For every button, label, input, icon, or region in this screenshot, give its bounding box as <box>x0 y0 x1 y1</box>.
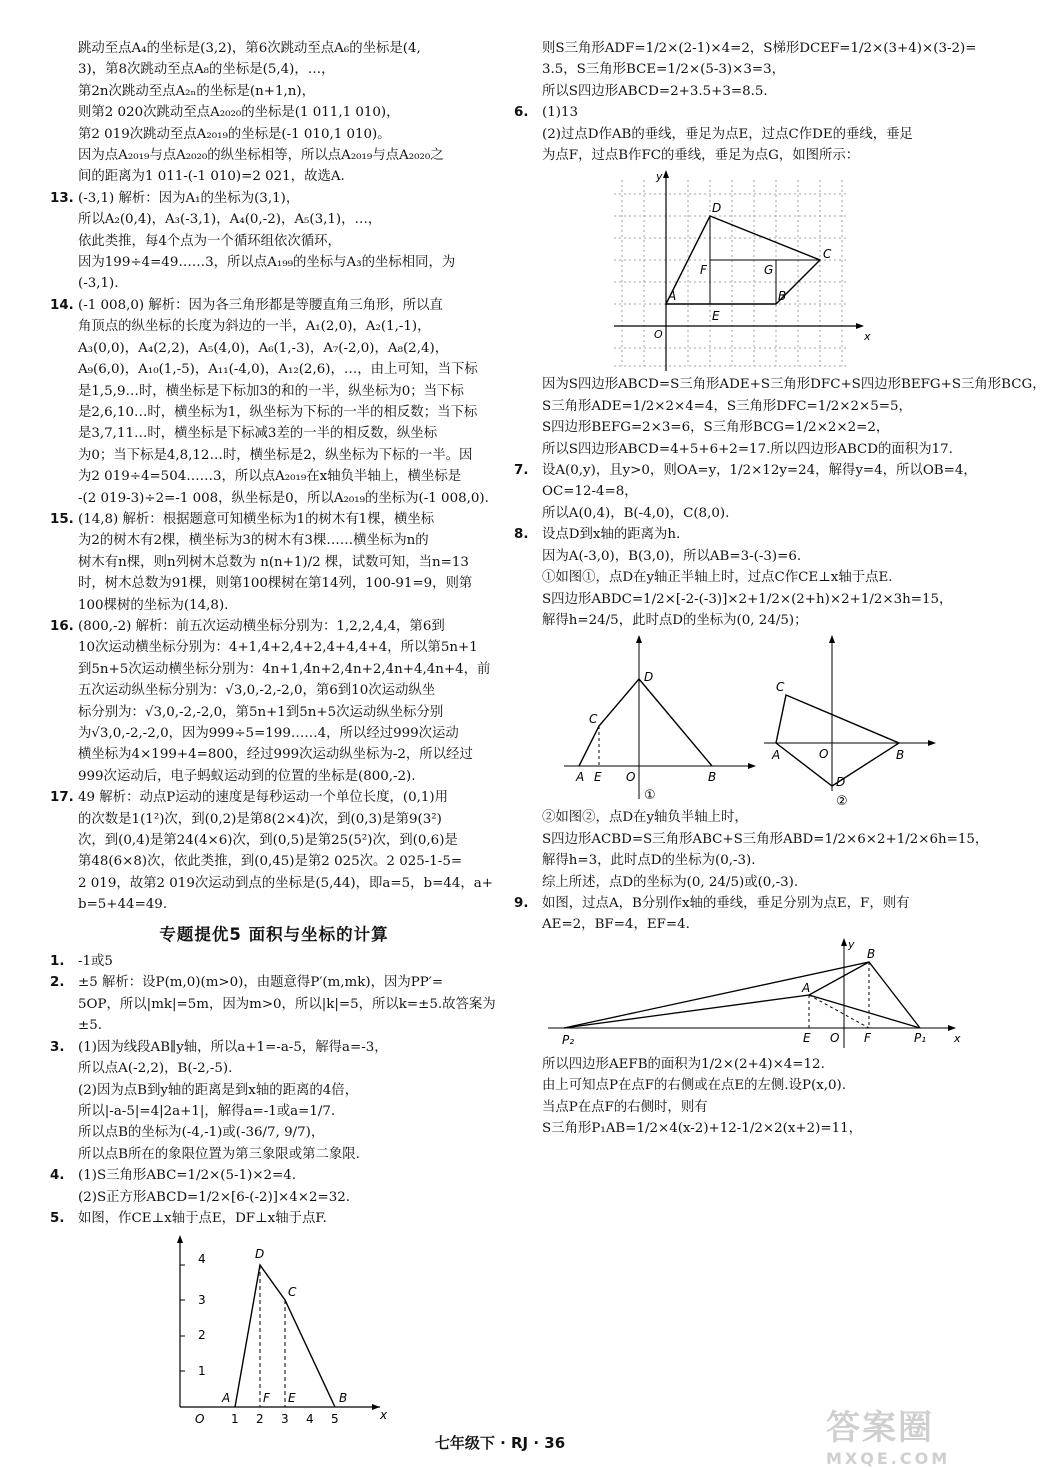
right3-line <box>514 807 964 828</box>
left-line <box>50 873 498 894</box>
left-line <box>50 659 498 680</box>
right-column <box>514 38 1046 1139</box>
right4-line <box>514 1075 964 1096</box>
fig9-label-b: B <box>867 946 876 961</box>
line-text: 999次运动后，电子蚂蚁运动到的位置的坐标是(800,-2). <box>78 768 416 784</box>
right-answer-list-3 <box>514 807 989 935</box>
line-text: 因为S四边形ABCD=S三角形ADE+S三角形DFC+S四边形BEFG+S三角形BCG， <box>542 377 1046 393</box>
right2-line <box>514 610 964 631</box>
line-text: 10次运动横坐标分别为：4+1,4+2,4+2,4+4,4+4，所以第5n+1 <box>78 640 478 656</box>
left-line <box>50 381 498 402</box>
question-number: 14. <box>50 297 74 313</box>
question-number: 15. <box>50 511 74 527</box>
left-answer-list <box>50 38 498 916</box>
line-text: 为0；当下标是4,8,12…时，横坐标是2，纵坐标为下标的一半。因 <box>78 447 473 463</box>
left2-line <box>50 1187 498 1208</box>
left-line <box>50 680 498 701</box>
left-line <box>50 702 498 723</box>
line-text: 到5n+5次运动横坐标分别为：4n+1,4n+2,4n+2,4n+4,4n+4，前 <box>78 661 491 677</box>
line-text: 因为A(-3,0)，B(3,0)，所以AB=3-(-3)=6. <box>542 548 802 564</box>
left-line <box>50 81 498 102</box>
line-text: 时，树木总数为91棵，则第100棵树在第14列，100-91=9，则第 <box>78 576 473 592</box>
fig8a-label-b: B <box>708 770 717 785</box>
right-line <box>514 124 964 145</box>
line-text: S四边形ABDC=1/2×[-2-(-3)]×2+1/2×(2+h)×2+1/2×3h=15， <box>542 591 953 607</box>
line-text: 设点D到x轴的距离为h. <box>542 527 681 543</box>
line-text: 则第2 020次跳动至点A₂₀₂₀的坐标是(1 011,1 010)， <box>78 105 400 121</box>
line-text: 如图，作CE⊥x轴于点E，DF⊥x轴于点F. <box>78 1210 327 1226</box>
line-text: ②如图②，点D在y轴负半轴上时， <box>542 810 748 826</box>
figure-9 <box>514 936 964 1054</box>
left2-line <box>50 1101 498 1122</box>
fig8a-caption: ① <box>644 788 656 804</box>
line-text: (14,8) 解析：根据题意可知横坐标为1的树木有1棵，横坐标 <box>78 511 435 527</box>
fig9-x-axis-label: x <box>954 1031 961 1045</box>
left2-line <box>50 994 498 1015</box>
question-number: 3. <box>50 1039 65 1055</box>
line-text: 设A(0,y)，且y>0，则OA=y，1/2×12y=24，解得y=4，所以OB=4， <box>542 463 977 479</box>
right2-line <box>514 374 1046 395</box>
line-text: 为2的树木有2棵，横坐标为3的树木有3棵……横坐标为n的 <box>78 533 429 549</box>
right-line <box>514 145 964 166</box>
line-text: S三角形ADE=1/2×2×4=4，S三角形DFC=1/2×2×5=5， <box>542 398 912 414</box>
line-text: S三角形P₁AB=1/2×4(x-2)+12-1/2×2(x+2)=11， <box>542 1120 863 1136</box>
left-line <box>50 145 498 166</box>
left2-line <box>50 1122 498 1143</box>
line-text: 所以S四边形ABCD=2+3.5+3=8.5. <box>542 83 768 99</box>
right2-line <box>514 439 964 460</box>
left-line <box>50 295 498 316</box>
line-text: A₉(6,0)，A₁₀(1,-5)，A₁₁(-4,0)，A₁₂(2,6)，…，由上可知，当下标 <box>78 362 478 378</box>
left2-line <box>50 1058 498 1079</box>
fig5-tick-x1: 1 <box>231 1412 239 1427</box>
watermark-url: MXQE.COM <box>826 1449 951 1468</box>
line-text: 为2 019÷4=504……3，所以点A₂₀₁₉在x轴负半轴上，横坐标是 <box>78 469 462 485</box>
question-number: 6. <box>514 105 529 121</box>
line-text: (2)S正方形ABCD=1/2×[6-(-2)]×4×2=32. <box>78 1189 351 1205</box>
line-text: A₃(0,0)，A₄(2,2)，A₅(4,0)，A₆(1,-3)，A₇(-2,0)，A₈(2,4)， <box>78 340 449 356</box>
line-text: 因为点A₂₀₁₉与点A₂₀₂₀的纵坐标相等，所以点A₂₀₁₉与点A₂₀₂₀之 <box>78 148 444 164</box>
line-text: 为√3,0,-2,-2,0，因为999÷5=199……4，所以经过999次运动 <box>78 726 459 741</box>
line-text: S四边形ACBD=S三角形ABC+S三角形ABD=1/2×6×2+1/2×6h=15， <box>542 831 989 847</box>
line-text: 五次运动纵坐标分别为：√3,0,-2,-2,0，第6到10次运动纵坐 <box>78 683 436 699</box>
line-text: S四边形BEFG=2×3=6，S三角形BCG=1/2×2×2=2， <box>542 420 890 436</box>
fig6-y-axis-label: y <box>656 170 663 184</box>
line-text: 所以|-a-5|=4|2a+1|，解得a=-1或a=1/7. <box>78 1103 336 1119</box>
left2-line <box>50 951 498 972</box>
line-text: 的次数是1(1²)次，到(0,2)是第8(2×4)次，到(0,3)是第9(3²) <box>78 811 442 827</box>
fig8a-label-o: O <box>626 770 636 785</box>
question-number: 7. <box>514 463 529 479</box>
left-line <box>50 316 498 337</box>
fig9-label-p2: P₂ <box>562 1032 575 1047</box>
fig6-label-f: F <box>700 263 707 278</box>
left-line <box>50 124 498 145</box>
fig6-label-d: D <box>712 201 722 216</box>
left-line <box>50 552 498 573</box>
fig6-label-g: G <box>764 263 774 278</box>
left-line <box>50 209 498 230</box>
line-text: 因为199÷4=49……3，所以点A₁₉₉的坐标与A₃的坐标相同，为 <box>78 255 456 271</box>
left-answer-list-2 <box>50 951 498 1229</box>
left-line <box>50 595 498 616</box>
line-text: 是2,6,10…时，横坐标为1，纵坐标为下标的一半的相反数；当下标 <box>78 404 478 420</box>
left-line <box>50 102 498 123</box>
right2-line <box>514 481 964 502</box>
right-line <box>514 59 964 80</box>
line-text: 是1,5,9…时，横坐标是下标加3的和的一半，纵坐标为0；当下标 <box>78 383 464 399</box>
line-text: AE=2，BF=4，EF=4. <box>542 917 690 933</box>
right2-line <box>514 546 964 567</box>
left-line <box>50 252 498 273</box>
line-text: 3)，第8次跳动至点A₈的坐标是(5,4)，…， <box>78 62 335 78</box>
left-line <box>50 38 498 59</box>
right-answer-list <box>514 38 977 166</box>
line-text: 综上所述，点D的坐标为(0, 24/5)或(0,-3). <box>542 874 799 890</box>
right-answer-list-2 <box>514 374 1046 631</box>
line-text: 树木有n棵，则n列树木总数为 n(n+1)/2 棵，试数可知，当n=13 <box>78 554 469 570</box>
fig5-tick-x3: 3 <box>281 1412 289 1427</box>
left-line <box>50 423 498 444</box>
fig5-tick-x2: 2 <box>256 1412 264 1427</box>
fig9-label-f: F <box>864 1030 871 1045</box>
line-text: 角顶点的纵坐标的长度为斜边的一半，A₁(2,0)，A₂(1,-1)， <box>78 319 431 335</box>
left2-line <box>50 1165 498 1186</box>
right3-line <box>514 829 989 850</box>
line-text: 所以S四边形ABCD=4+5+6+2=17.所以四边形ABCD的面积为17. <box>542 441 953 457</box>
figure-5 <box>50 1229 498 1425</box>
line-text: 跳动至点A₄的坐标是(3,2)，第6次跳动至点A₆的坐标是(4, <box>78 41 421 56</box>
left-line <box>50 723 498 744</box>
question-number: 5. <box>50 1210 65 1226</box>
line-text: 100棵树的坐标为(14,8). <box>78 597 229 613</box>
left-line <box>50 637 498 658</box>
line-text: 标分别为：√3,0,-2,-2,0，第5n+1到5n+5次运动纵坐标分别 <box>78 704 444 720</box>
right4-line <box>514 1118 964 1139</box>
line-text: 所以A(0,4)，B(-4,0)，C(8,0). <box>542 505 730 521</box>
fig5-tick-y2: 2 <box>198 1328 206 1343</box>
fig6-origin: O <box>654 328 663 342</box>
line-text: 2 019，故第2 019次运动到点的坐标是(5,44)，即a=5，b=44，a+ <box>78 875 493 891</box>
fig9-y-axis-label: y <box>848 937 855 951</box>
left-line <box>50 573 498 594</box>
section-title: 专题提优5 面积与坐标的计算 <box>159 924 389 944</box>
left2-line <box>50 1080 498 1101</box>
fig6-x-axis-label: x <box>864 330 871 344</box>
fig9-label-a: A <box>802 980 811 995</box>
fig6-label-b: B <box>778 289 787 304</box>
fig9-label-e: E <box>803 1030 811 1045</box>
left-line <box>50 273 498 294</box>
line-text: 是3,7,11…时，横坐标是下标减3差的一半的相反数，纵坐标 <box>78 426 438 442</box>
line-text: 所以点B所在的象限位置为第三象限或第二象限. <box>78 1146 360 1162</box>
right-line <box>514 38 977 59</box>
left-line <box>50 787 498 808</box>
left-line <box>50 766 498 787</box>
line-text: 所以点A(-2,2)，B(-2,-5). <box>78 1061 233 1077</box>
fig8a-label-d: D <box>644 670 654 685</box>
left-line <box>50 466 498 487</box>
left-line <box>50 744 498 765</box>
right2-line <box>514 567 964 588</box>
watermark-logo: 答案圈 <box>826 1408 934 1448</box>
fig5-tick-x4: 4 <box>306 1412 314 1427</box>
left-line <box>50 402 498 423</box>
left2-line <box>50 972 498 993</box>
line-text: 当点P在点F的右侧时，则有 <box>542 1099 708 1115</box>
line-text: 所以A₂(0,4)，A₃(-3,1)，A₄(0,-2)，A₅(3,1)，…， <box>78 212 382 228</box>
fig5-tick-y3: 3 <box>198 1293 206 1308</box>
right2-line <box>514 417 964 438</box>
left-line <box>50 830 498 851</box>
question-number: 17. <box>50 790 74 806</box>
fig5-label-f: F <box>263 1391 270 1406</box>
fig8b-caption: ② <box>836 794 848 810</box>
line-text: -(2 019-3)÷2=-1 008，纵坐标是0，所以A₂₀₁₉的坐标为(-1 008,0). <box>78 490 489 506</box>
line-text: 横坐标为4×199+4=800，经过999次运动纵坐标为-2，所以经过 <box>78 747 473 763</box>
left-line <box>50 231 498 252</box>
left-line <box>50 894 498 915</box>
right4-line <box>514 1054 964 1075</box>
question-number: 4. <box>50 1168 65 1184</box>
fig8b-label-c: C <box>776 680 785 695</box>
line-text: ±5. <box>78 1018 102 1034</box>
line-text: 第2n次跳动至点A₂ₙ的坐标是(n+1,n)， <box>78 83 315 99</box>
fig6-label-a: A <box>668 289 677 304</box>
figure-8 <box>514 631 964 810</box>
left2-line <box>50 1208 498 1229</box>
fig6-label-c: C <box>823 247 832 262</box>
right3-line <box>514 893 964 914</box>
right4-line <box>514 1097 964 1118</box>
fig5-label-a: A <box>222 1391 231 1406</box>
left-line <box>50 530 498 551</box>
line-text: 为点F，过点B作FC的垂线，垂足为点G，如图所示： <box>542 148 860 164</box>
line-text: 依此类推，每4个点为一个循环组依次循环， <box>78 233 341 249</box>
line-text: -1或5 <box>78 954 113 970</box>
left-line <box>50 809 498 830</box>
fig5-tick-x5: 5 <box>331 1412 339 1427</box>
line-text: ①如图①，点D在y轴正半轴上时，过点C作CE⊥x轴于点E. <box>542 570 893 586</box>
fig8b-label-a: A <box>772 748 781 763</box>
line-text: (1)S三角形ABC=1/2×(5-1)×2=4. <box>78 1168 297 1184</box>
question-number: 8. <box>514 527 529 543</box>
right2-line <box>514 524 964 545</box>
fig5-label-b: B <box>339 1391 348 1406</box>
fig5-tick-y1: 1 <box>198 1364 206 1379</box>
left-line <box>50 445 498 466</box>
question-number: 1. <box>50 954 65 970</box>
line-text: 次，到(0,4)是第24(4×6)次，到(0,5)是第25(5²)次，到(0,6)是 <box>78 833 458 849</box>
right-line <box>514 81 964 102</box>
watermark <box>826 1400 950 1468</box>
line-text: (800,-2) 解析：前五次运动横坐标分别为：1,2,2,4,4，第6到 <box>78 618 445 634</box>
line-text: b=5+44=49. <box>78 897 168 913</box>
left-line <box>50 59 498 80</box>
right3-line <box>514 850 964 871</box>
line-text: (1)因为线段AB∥y轴，所以a+1=-a-5，解得a=-3， <box>78 1039 388 1055</box>
line-text: 所以点B的坐标为(-4,-1)或(-36/7, 9/7)， <box>78 1125 325 1141</box>
page-footer: 七年级下 · RJ · 36 <box>434 1434 566 1452</box>
fig5-tick-y4: 4 <box>198 1252 206 1267</box>
line-text: 第48(6×8)次，依此类推，到(0,45)是第2 025次。2 025-1-5= <box>78 854 463 870</box>
line-text: (1)13 <box>542 105 579 121</box>
line-text: 则S三角形ADF=1/2×(2-1)×4=2，S梯形DCEF=1/2×(3+4)×(3-2)= <box>542 41 977 56</box>
right2-line <box>514 503 964 524</box>
fig5-label-e: E <box>288 1391 296 1406</box>
fig5-label-d: D <box>255 1247 265 1262</box>
fig8b-label-o: O <box>819 747 829 762</box>
line-text: ±5 解析：设P(m,0)(m>0)，由题意得P′(m,mk)，因为PP′= <box>78 975 444 991</box>
line-text: (-3,1) 解析：因为A₁的坐标为(3,1)， <box>78 190 300 206</box>
left-line <box>50 509 498 530</box>
question-number: 9. <box>514 895 529 911</box>
line-text: 3.5，S三角形BCE=1/2×(5-3)×3=3， <box>542 62 786 78</box>
right2-line <box>514 589 964 610</box>
fig8b-label-d: D <box>836 775 846 790</box>
question-number: 16. <box>50 618 74 634</box>
fig8a-label-a: A <box>576 770 585 785</box>
fig9-label-o: O <box>830 1030 840 1045</box>
line-text: 间的距离为1 011-(-1 010)=2 021，故选A. <box>78 169 345 185</box>
left-column <box>50 38 498 1425</box>
left-line <box>50 851 498 872</box>
line-text: 由上可知点P在点F的右侧或在点E的左侧.设P(x,0). <box>542 1078 847 1094</box>
line-text: 5OP，所以|mk|=5m，因为m>0，所以|k|=5，所以k=±5.故答案为 <box>78 996 496 1012</box>
fig8b-label-b: B <box>896 748 905 763</box>
line-text: OC=12-4=8， <box>542 484 638 500</box>
left-line <box>50 359 498 380</box>
fig5-x-axis-label: x <box>380 1408 388 1423</box>
line-text: 解得h=24/5，此时点D的坐标为(0, 24/5)； <box>542 612 808 628</box>
question-number: 13. <box>50 190 74 206</box>
line-text: 49 解析：动点P运动的速度是每秒运动一个单位长度，(0,1)用 <box>78 790 449 806</box>
fig8a-label-c: C <box>589 712 598 727</box>
line-text: (2)因为点B到y轴的距离是到x轴的距离的4倍， <box>78 1082 359 1098</box>
line-text: 解得h=3，此时点D的坐标为(0,-3). <box>542 853 756 869</box>
left-line <box>50 338 498 359</box>
left-line <box>50 188 498 209</box>
left-line <box>50 488 498 509</box>
line-text: 如图，过点A，B分别作x轴的垂线，垂足分别为点E，F，则有 <box>542 895 910 911</box>
line-text: (-3,1). <box>78 276 119 292</box>
right2-line <box>514 396 964 417</box>
right3-line <box>514 872 964 893</box>
figure-6 <box>514 166 964 374</box>
fig8a-label-e: E <box>594 770 602 785</box>
line-text: (2)过点D作AB的垂线，垂足为点E，过点C作DE的垂线，垂足 <box>542 126 913 142</box>
fig9-label-p1: P₁ <box>914 1030 927 1045</box>
left-line <box>50 616 498 637</box>
fig5-label-c: C <box>288 1285 297 1300</box>
line-text: 第2 019次跳动至点A₂₀₁₉的坐标是(-1 010,1 010)。 <box>78 126 391 142</box>
fig6-label-e: E <box>712 309 720 324</box>
right-line <box>514 102 964 123</box>
line-text: 所以四边形AEFB的面积为1/2×(2+4)×4=12. <box>542 1056 825 1072</box>
left-line <box>50 166 498 187</box>
left2-line <box>50 1037 498 1058</box>
question-number: 2. <box>50 975 65 991</box>
right-answer-list-4 <box>514 1054 964 1140</box>
right3-line <box>514 914 964 935</box>
left2-line <box>50 1015 498 1036</box>
line-text: (-1 008,0) 解析：因为各三角形都是等腰直角三角形，所以直 <box>78 297 443 313</box>
right2-line <box>514 460 977 481</box>
left2-line <box>50 1144 498 1165</box>
fig5-origin: O <box>195 1412 205 1427</box>
